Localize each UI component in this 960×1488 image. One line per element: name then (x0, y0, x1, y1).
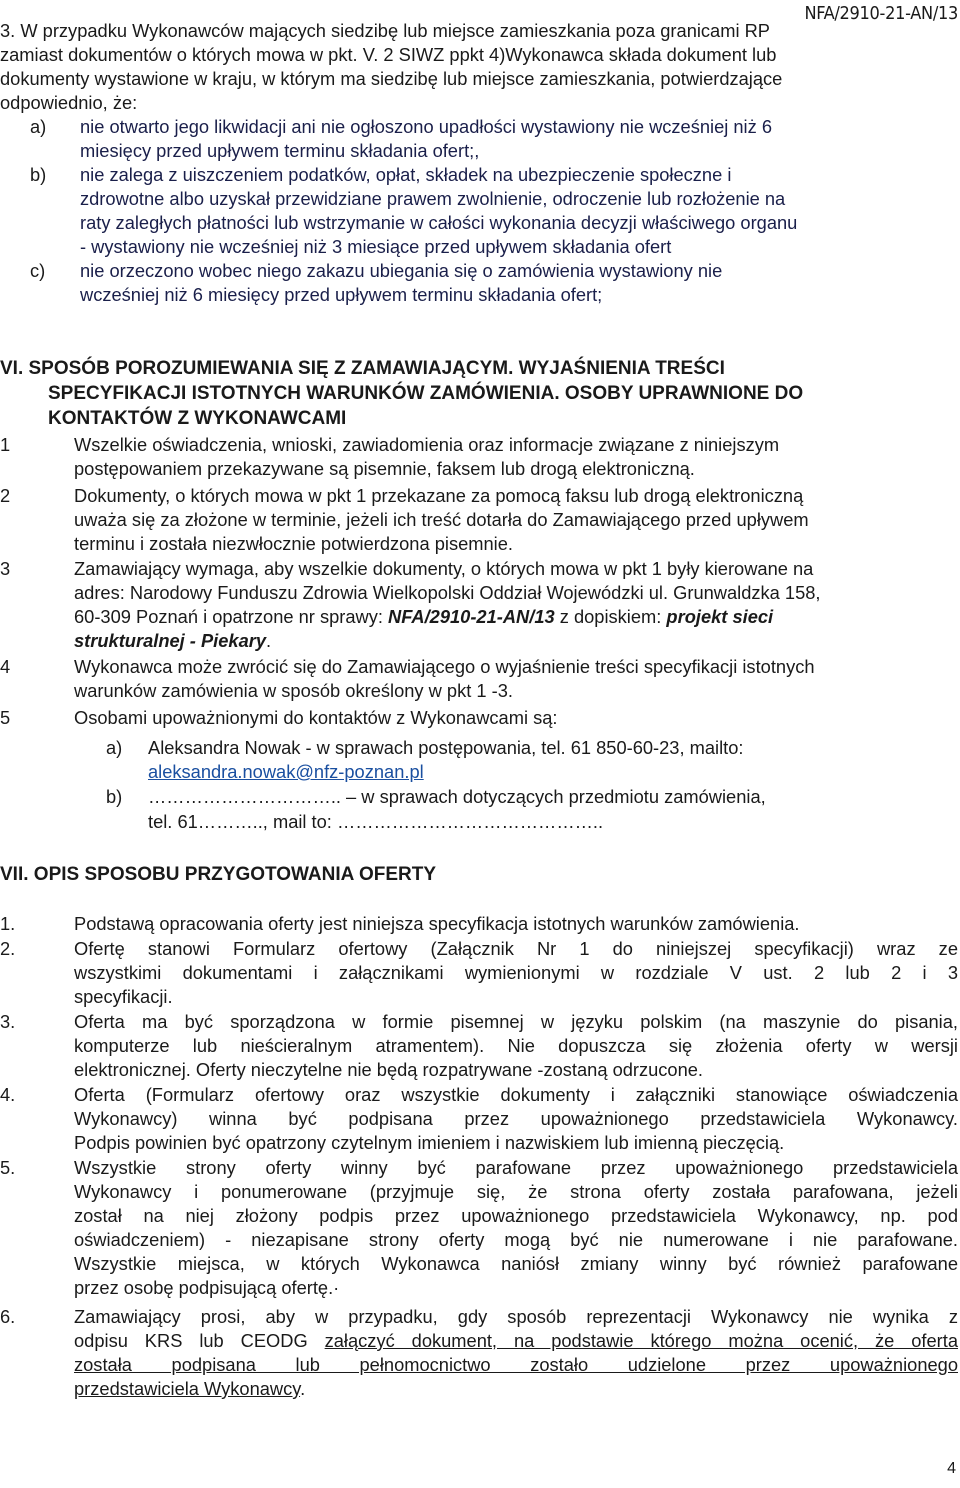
list-item-text: specyfikacji. (74, 986, 173, 1007)
text-run: 60-309 Poznań i opatrzone nr sprawy: (74, 606, 389, 627)
list-item-text: Wszystkie strony oferty winny być parafowane przez upoważnionego przedstawiciela (74, 1157, 958, 1178)
list-item-text: zdrowotne albo uzyskał przewidziane prawem zwolnienie, odroczenie lub rozłożenie na (80, 188, 786, 209)
list-item-text (74, 1329, 958, 1353)
list-item-text: Zamawiający wymaga, aby wszelkie dokumenty, o których mowa w pkt 1 były kierowane na (74, 558, 814, 579)
list-number: 6. (0, 1306, 16, 1327)
list-item-text: Oferta ma być sporządzona w formie pisemnej w języku polskim (na maszynie do pisania, (74, 1011, 958, 1032)
list-number: 2. (0, 938, 16, 959)
text-run: . (266, 630, 272, 651)
paragraph-line: odpowiednio, że: (0, 92, 138, 113)
list-item-text: - wystawiony nie wcześniej niż 3 miesiące przed upływem składania ofert (80, 236, 672, 257)
paragraph-line: dokumenty wystawione w kraju, w którym ma siedzibę lub miejsce zamieszkania, potwierdzające (0, 68, 783, 89)
page-number: 4 (947, 1460, 956, 1477)
list-item-text: Podstawą opracowania oferty jest niniejsza specyfikacja istotnych warunków zamówienia. (74, 913, 800, 934)
list-number: 4. (0, 1084, 16, 1105)
list-item-text: Dokumenty, o których mowa w pkt 1 przekazane za pomocą faksu lub drogą elektroniczną (74, 485, 804, 506)
list-number: 3 (0, 558, 11, 579)
paragraph-line: zamiast dokumentów o których mowa w pkt. V. 2 SIWZ ppkt 4)Wykonawca składa dokument lub (0, 44, 777, 65)
list-item-text: Zamawiający prosi, aby w przypadku, gdy sposób reprezentacji Wykonawcy nie wynika z (74, 1306, 958, 1327)
list-item-text: Wykonawcy i ponumerowane (przyjmuje się, że strona oferty została parafowana, jeżeli (74, 1181, 958, 1202)
list-item-text: Wszelkie oświadczenia, wnioski, zawiadomienia oraz informacje związane z niniejszym (74, 434, 780, 455)
list-item-text: wcześniej niż 6 miesięcy przed upływem terminu składania ofert; (80, 284, 603, 305)
list-item-text: tel. 61……….., mail to: …………………………………….. (148, 811, 604, 832)
list-item-text: ………………………….. – w sprawach dotyczących przedmiotu zamówienia, (148, 786, 766, 807)
text-run: . (300, 1378, 306, 1399)
list-item-text (74, 1377, 305, 1401)
list-label: c) (30, 260, 46, 281)
list-item-text (74, 629, 271, 653)
section-heading: KONTAKTÓW Z WYKONAWCAMI (48, 408, 347, 429)
email-link-text[interactable]: aleksandra.nowak@nfz-poznan.pl (148, 761, 424, 782)
underlined-text: przedstawiciela Wykonawcy (74, 1378, 301, 1399)
list-item-text: został na niej złożony podpis przez upoważnionego przedstawiciela Wykonawcy, np. pod (74, 1205, 958, 1226)
text-run: odpisu KRS lub CEODG (74, 1330, 325, 1351)
list-label: b) (106, 786, 123, 807)
project-name: projekt sieci (666, 606, 774, 627)
list-item-text: wszystkimi dokumentami i załącznikami wymienionymi w rozdziale V ust. 2 lub 2 i 3 (74, 962, 958, 983)
list-item-text: Aleksandra Nowak - w sprawach postępowania, tel. 61 850-60-23, mailto: (148, 737, 744, 758)
list-item-text: nie otwarto jego likwidacji ani nie ogłoszono upadłości wystawiony nie wcześniej niż 6 (80, 116, 773, 137)
underlined-text: załączyć dokument, na podstawie którego można ocenić, że oferta (324, 1330, 959, 1351)
list-number: 5. (0, 1157, 16, 1178)
list-number: 1. (0, 913, 16, 934)
list-number: 2 (0, 485, 11, 506)
list-item-text: postępowaniem przekazywane są pisemnie, faksem lub drogą elektroniczną. (74, 458, 695, 479)
list-number: 3. (0, 1011, 16, 1032)
list-item-text: terminu i została niezwłocznie potwierdzona pisemnie. (74, 533, 513, 554)
document-reference-code: NFA/2910-21-AN/13 (804, 3, 958, 24)
list-label: a) (30, 116, 47, 137)
list-item-text: uważa się za złożone w terminie, jeżeli ich treść dotarła do Zamawiającego przed upływem (74, 509, 809, 530)
list-item-text: Podpis powinien być opatrzony czytelnym imieniem i nazwiskiem lub imienną pieczęcią. (74, 1132, 785, 1153)
section-heading: VII. OPIS SPOSOBU PRZYGOTOWANIA OFERTY (0, 864, 436, 885)
list-item-text: Wykonawcy) winna być podpisana przez upoważnionego przedstawiciela Wykonawcy. (74, 1108, 958, 1129)
paragraph-line: 3. W przypadku Wykonawców mających siedzibę lub miejsce zamieszkania poza granicami RP (0, 20, 770, 41)
list-item-text: warunków zamówienia w sposób określony w pkt 1 -3. (74, 680, 513, 701)
section-heading: VI. SPOSÓB POROZUMIEWANIA SIĘ Z ZAMAWIAJĄCYM. WYJAŚNIENIA TREŚCI (0, 358, 725, 379)
list-item-text: Osobami upoważnionymi do kontaktów z Wykonawcami są: (74, 707, 558, 728)
underlined-text: została podpisana lub pełnomocnictwo zostało udzielone przez upoważnionego (74, 1354, 958, 1375)
list-number: 5 (0, 707, 11, 728)
list-item-text: miesięcy przed upływem terminu składania ofert;, (80, 140, 480, 161)
list-item-text: Oferta (Formularz ofertowy oraz wszystkie dokumenty i załączniki stanowiące oświadczenia (74, 1084, 958, 1105)
case-number: NFA/2910-21-AN/13 (388, 606, 555, 627)
list-item-text: oświadczeniem) - niezapisane strony oferty mogą być nie numerowane i nie parafowane. (74, 1229, 958, 1250)
list-label: a) (106, 737, 123, 758)
project-name: strukturalnej - Piekary (74, 630, 267, 651)
list-label: b) (30, 164, 47, 185)
section-heading: SPECYFIKACJI ISTOTNYCH WARUNKÓW ZAMÓWIENIA. OSOBY UPRAWNIONE DO (48, 383, 804, 404)
list-number: 4 (0, 656, 11, 677)
list-item-text: adres: Narodowy Funduszu Zdrowia Wielkopolski Oddział Wojewódzki ul. Grunwaldzka 158, (74, 582, 821, 603)
contact-email-link[interactable] (148, 760, 424, 784)
list-item-text: komputerze lub nieścieralnym atramentem). Nie dopuszcza się złożenia oferty w wersji (74, 1035, 958, 1056)
list-item-text: Wykonawca może zwrócić się do Zamawiającego o wyjaśnienie treści specyfikacji istotnych (74, 656, 815, 677)
list-number: 1 (0, 434, 11, 455)
text-run: z dopiskiem: (554, 606, 667, 627)
list-item-text: raty zaległych płatności lub wstrzymanie w całości wykonania decyzji właściwego organu (80, 212, 798, 233)
list-item-text: Ofertę stanowi Formularz ofertowy (Załącznik Nr 1 do niniejszej specyfikacji) wraz ze (74, 938, 958, 959)
list-item-text: przez osobę podpisującą ofertę.· (74, 1277, 340, 1298)
list-item-text: nie zalega z uiszczeniem podatków, opłat, składek na ubezpieczenie społeczne i (80, 164, 732, 185)
list-item-text: nie orzeczono wobec niego zakazu ubiegania się o zamówienia wystawiony nie (80, 260, 723, 281)
list-item-text: Wszystkie miejsca, w których Wykonawca naniósł zmiany winny być również parafowane (74, 1253, 958, 1274)
list-item-text (74, 605, 773, 629)
list-item-text: elektronicznej. Oferty nieczytelne nie będą rozpatrywane -zostaną odrzucone. (74, 1059, 704, 1080)
